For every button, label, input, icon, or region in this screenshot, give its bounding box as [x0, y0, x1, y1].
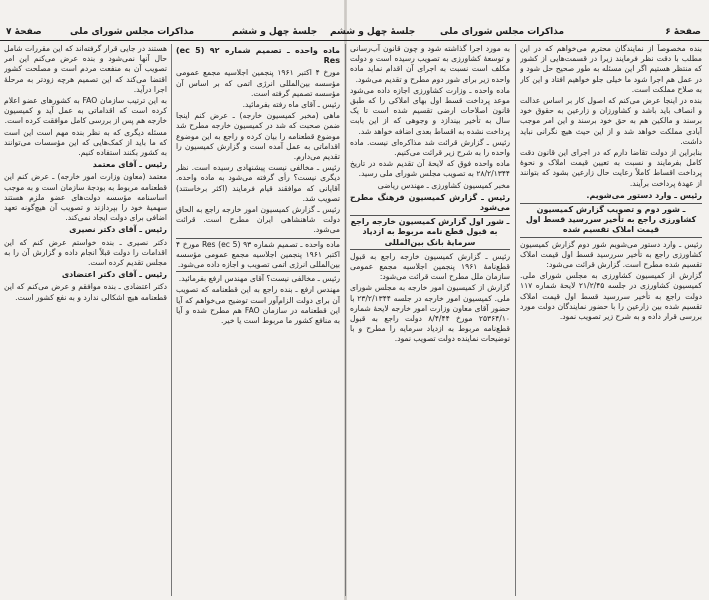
speaker-heading: رئیس ـ آقای معتمد	[92, 160, 167, 170]
left-session-label: جلسهٔ چهل و ششم	[232, 27, 318, 37]
paragraph: ماهی (مخبر کمیسیون خارجه) ـ عرض کنم اینجا ضمن صحبت که شد در کمیسیون خارجه مطرح شد موضوع قطعنامه را بیان کرده و راجع به این موضوع اقداماتی به عمل آمده است و گزارش کمیسیون را تقدیم می‌دارم.	[176, 111, 340, 162]
paragraph: به این ترتیب سازمان FAO به کشورهای عضو اعلام کرده است که اقداماتی به عمل آید و کمیسیون خارجه هم پس از بررسی کامل موافقت کرده است.	[4, 96, 167, 126]
column-divider	[171, 44, 172, 596]
speaker-heading: رئیس ـ آقای دکتر اعتضادی	[61, 270, 167, 280]
column-divider	[515, 44, 516, 596]
speaker-heading: رئیس ـ گزارش کمیسیون فرهنگ مطرح می‌شود	[350, 192, 510, 213]
paragraph: ماده واحده ـ وزارت کشاورزی اجازه داده می‌شود موعد پرداخت قسط اول بهای املاکی را که طبق قانون اصلاحات ارضی تقسیم شده است تا یک سال به تأخیر بیندازد و وجوهی که از این بابت پرداخت نشده به اقساط بعدی اضافه خواهد شد.	[350, 85, 510, 136]
paragraph: رئیس ـ مخالفی نیست پیشنهادی رسیده است. نظر دیگری نیست؟ رأی گرفته می‌شود به ماده واحده. آقایانی که موافقند قیام فرمایند (اکثر برخاستند) تصویب شد.	[176, 163, 340, 203]
right-page-number: صفحهٔ ۶	[665, 27, 701, 37]
section-heading: ماده واحده ـ تصمیم شماره ۹۲ (ec 5) Res	[176, 46, 340, 66]
paragraph: رئیس ـ مخالفی نیست؟ آقای مهندس ارفع بفرمائید.	[178, 274, 340, 284]
paragraph: مسئله دیگری که به نظر بنده مهم است این است که ما باید از کمک‌هایی که این مؤسسات می‌توانند به کشور بکنند استفاده کنیم.	[4, 127, 167, 158]
paragraph: رئیس ـ گزارش کمیسیون امور خارجه راجع به الحاق دولت شاهنشاهی ایران مطرح است. قرائت می‌شود.	[176, 205, 340, 235]
paragraph: دکتر نصیری ـ بنده خواستم عرض کنم که این اقدامات را دولت قبلاً انجام داده و گزارش آن را به مجلس تقدیم کرده است.	[4, 237, 167, 268]
speaker-heading: رئیس ـ آقای دکتر نصیری	[69, 225, 167, 235]
right-running-title: مذاکرات مجلس شورای ملی	[440, 27, 565, 37]
text-column-2	[176, 44, 340, 596]
text-column-4	[520, 44, 702, 596]
paragraph: رئیس ـ آقای ماه رفته بفرمائید.	[242, 100, 340, 110]
left-running-title: مذاکرات مجلس شورای ملی	[70, 27, 195, 37]
left-page-number: صفحهٔ ۷	[6, 27, 42, 37]
paragraph: بنده در اینجا عرض می‌کنم که اصول کار بر اساس عدالت و انصاف باید باشد و کشاورزان و زارعین به حقوق خود برسند و مالکین هم به حق خود برسند و این امر موجب آبادی مملکت خواهد شد و از این حیث هیچ نگرانی نباید داشت.	[520, 96, 702, 146]
paragraph: گزارش از کمیسیون امور خارجه به مجلس شورای ملی. کمیسیون امور خارجه در جلسه ۲۳/۲/۱۳۴۴ با حضور آقای معاون وزارت امور خارجه لایحهٔ شماره ۲۵۳۶۴/۱۰ مورخ ۸/۴/۴۴ دولت راجع به قبول قطع‌نامه مربوط به ازدیاد سرمایه را مطرح و با توضیحات نماینده دولت تصویب نمود.	[350, 283, 510, 344]
paragraph: به مورد اجرا گذاشته شود و چون قانون آب‌رسانی و توسعهٔ کشاورزی به تصویب رسیده است و دولت مکلف است نسبت به اجرای آن اقدام نماید ماده واحده زیر برای شور دوم مطرح و تقدیم می‌شود.	[350, 44, 510, 84]
paragraph: رئیس ـ وارد دستور می‌شویم شور دوم گزارش کمیسیون کشاورزی راجع به تأخیر سررسید قسط اول قیمت املاک تقسیم شده مطرح است. گزارش قرائت می‌شود:	[520, 239, 702, 270]
text-column-1	[4, 44, 167, 596]
paragraph: ماده واحده فوق که لایحهٔ آن تقدیم شده در تاریخ ۲۸/۲/۱۳۴۴ به تصویب مجلس شورای ملی رسید.	[350, 159, 510, 179]
speaker-heading: رئیس ـ وارد دستور می‌شویم.	[586, 190, 702, 200]
text-column-3	[350, 44, 510, 596]
paragraph: مهندس ارفع ـ بنده راجع به این قطعنامه که تصویب آن برای دولت الزام‌آور است توضیح می‌خواهم که آیا این قطعنامه در سازمان FAO هم مطرح شده و آیا به منافع کشور ما مربوط است یا خیر.	[176, 285, 340, 326]
paragraph: رئیس ـ گزارش کمیسیون خارجه راجع به قبول قطع‌نامهٔ ۱۹۶۱ پنجمین اجلاسیه مجمع عمومی سازمان ملل مطرح است قرائت می‌شود:	[350, 251, 510, 282]
paragraph: مورخ ۴ اکتبر ۱۹۶۱ پنجمین اجلاسیه مجمع عمومی مؤسسه بین‌المللی انرژی اتمی که بر اساس آن مؤسسه تصمیم گرفته است.	[176, 68, 340, 98]
paragraph: دکتر اعتضادی ـ بنده موافقم و عرض می‌کنم که این قطعنامه هیچ اشکالی ندارد و به نفع کشور است.	[4, 282, 167, 302]
column-divider	[345, 44, 346, 596]
paragraph: هستند در جایی قرار گرفته‌اند که این مقررات شامل حال آنها نمی‌شود و بنده عرض می‌کنم این امر تصویب آن به منفعت مردم است و مصلحت کشور اقتضا می‌کند که این تصمیم هرچه زودتر به مرحلهٔ اجرا درآید.	[4, 44, 167, 94]
paragraph: معتمد (معاون وزارت امور خارجه) ـ عرض کنم این قطعنامه مربوط به بودجهٔ سازمان است و به موجب اساسنامه مؤسسه دولت‌های عضو ملزم هستند سهمیهٔ خود را بپردازند و تصویب آن هیچ‌گونه تعهد اضافی برای دولت ایجاد نمی‌کند.	[4, 172, 167, 223]
paragraph: بنابراین از دولت تقاضا دارم که در اجرای این قانون دقت کامل بفرمایند و نسبت به تعیین قیمت املاک و نحوهٔ پرداخت اقساط کاملاً رعایت حال زارعین بشود که بتوانند از عهدهٔ پرداخت برآیند.	[520, 148, 702, 188]
paragraph: ماده واحده ـ تصمیم شماره ۹۳ (ec 5) Res مورخ ۴ اکتبر ۱۹۶۱ پنجمین اجلاسیه مجمع عمومی مؤسسه بین‌المللی انرژی اتمی تصویب و اجازه داده می‌شود.	[176, 238, 340, 273]
right-session-label: جلسهٔ چهل و ششم	[330, 27, 416, 37]
paragraph: بنده مخصوصاً از نمایندگان محترم می‌خواهم که در این مطلب با دقت نظر فرمایند زیرا در قسمت‌هایی از کشور که منتظر هستیم اگر این مسئله به طور صحیح حل شود و در عمل هم اجرا شود ما خیلی جلو خواهیم افتاد و این کار به صلاح مملکت است.	[520, 44, 702, 94]
paragraph: گزارش از کمیسیون کشاورزی به مجلس شورای ملی. کمیسیون کشاورزی در جلسه ۲۱/۲/۴۵ لایحهٔ شماره ۱۱۷ دولت راجع به تأخیر سررسید قسط اول قیمت املاک تقسیم شده بین زارعین را با حضور نمایندگان دولت مورد بررسی قرار داده و به شرح زیر تصویب نمود.	[520, 271, 702, 322]
agenda-title: ـ شور دوم و تصویب گزارش کمیسیون کشاورزی راجع به تأخیر سررسید قسط اول قیمت املاک تقسیم شده	[520, 203, 702, 238]
agenda-title: ـ شور اول گزارش کمیسیون خارجه راجع به قبول قطع نامه مربوط به ازدیاد سرمایهٔ بانک بین‌المللی	[350, 215, 510, 250]
paragraph: مخبر کمیسیون کشاورزی ـ مهندس ریاضی	[377, 180, 510, 190]
paragraph: رئیس ـ گزارش قرائت شد مذاکره‌ای نیست. ماده واحده را به شرح زیر قرائت می‌کنیم.	[350, 137, 510, 158]
